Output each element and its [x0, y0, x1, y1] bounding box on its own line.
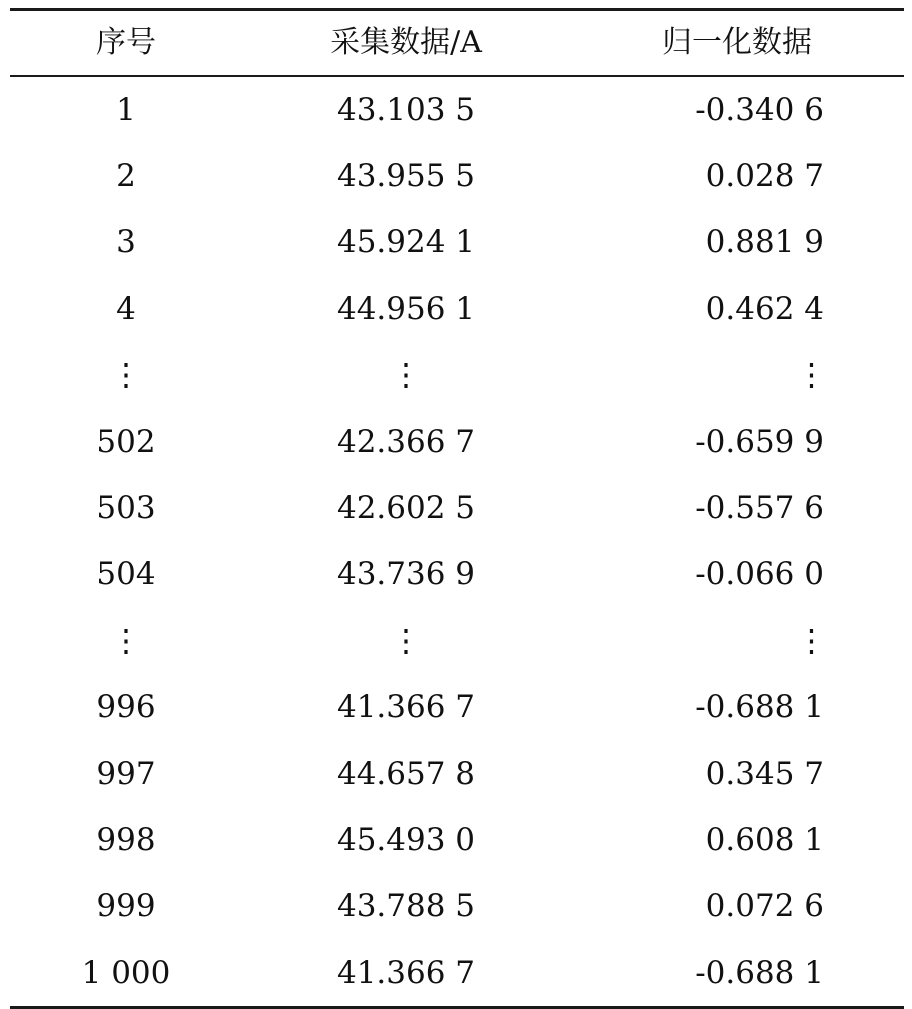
cell-index: 999 [96, 888, 156, 925]
cell-normalized: 0.028 7 [705, 158, 824, 195]
cell-normalized-wrap [570, 821, 904, 858]
cell-normalized: ⋮ [796, 357, 827, 394]
cell-normalized: -0.659 9 [695, 423, 824, 460]
cell-collected: 45.493 0 [336, 821, 476, 858]
cell-collected: 43.103 5 [336, 91, 476, 128]
cell-normalized: -0.340 6 [695, 91, 824, 128]
cell-collected: 43.788 5 [336, 888, 476, 925]
cell-normalized-wrap [570, 290, 904, 327]
cell-normalized: 0.462 4 [705, 290, 824, 327]
cell-collected: 41.366 7 [336, 689, 476, 726]
cell-normalized: 0.072 6 [705, 888, 824, 925]
cell-index: ⋮ [110, 357, 142, 394]
table-row [10, 940, 904, 1006]
cell-normalized: 0.345 7 [705, 755, 824, 792]
cell-normalized: -0.066 0 [695, 556, 824, 593]
cell-index: 503 [96, 490, 156, 527]
cell-index: 2 [116, 158, 136, 195]
header-normalized-data: 归一化数据 [662, 25, 812, 60]
cell-normalized-wrap [570, 556, 904, 593]
cell-normalized: 0.881 9 [705, 224, 824, 261]
cell-collected: ⋮ [390, 357, 422, 394]
cell-index: 1 [116, 91, 136, 128]
cell-normalized-wrap [570, 423, 904, 460]
table-row [10, 542, 904, 608]
cell-normalized-wrap [570, 622, 904, 659]
cell-normalized-wrap [570, 490, 904, 527]
table-row [10, 874, 904, 940]
table-row [10, 675, 904, 741]
cell-index: 502 [96, 423, 156, 460]
cell-collected: 43.736 9 [336, 556, 476, 593]
cell-index: 997 [96, 755, 156, 792]
cell-normalized-wrap [570, 224, 904, 261]
table-ellipsis-row [10, 608, 904, 674]
table-row [10, 741, 904, 807]
cell-index: ⋮ [110, 622, 142, 659]
cell-index: 3 [116, 224, 136, 261]
table-ellipsis-row [10, 343, 904, 409]
table-row [10, 276, 904, 342]
cell-normalized-wrap [570, 158, 904, 195]
cell-collected: 44.956 1 [336, 290, 476, 327]
cell-normalized: ⋮ [796, 622, 827, 659]
table-row [10, 409, 904, 475]
cell-normalized-wrap [570, 689, 904, 726]
cell-normalized-wrap [570, 357, 904, 394]
cell-normalized-wrap [570, 755, 904, 792]
table-header-row [10, 11, 904, 75]
table-row [10, 77, 904, 143]
table-row [10, 143, 904, 209]
cell-normalized: -0.557 6 [695, 490, 824, 527]
cell-collected: 44.657 8 [336, 755, 476, 792]
cell-index: 504 [96, 556, 156, 593]
cell-collected: ⋮ [390, 622, 422, 659]
cell-index: 4 [116, 290, 136, 327]
cell-normalized-wrap [570, 954, 904, 991]
cell-normalized: 0.608 1 [705, 821, 824, 858]
table-row [10, 807, 904, 873]
cell-normalized-wrap [570, 888, 904, 925]
cell-index: 1 000 [81, 954, 171, 991]
cell-index: 998 [96, 821, 156, 858]
cell-normalized-wrap [570, 91, 904, 128]
cell-collected: 42.602 5 [336, 490, 476, 527]
cell-normalized: -0.688 1 [695, 954, 824, 991]
cell-collected: 41.366 7 [336, 954, 476, 991]
cell-collected: 45.924 1 [336, 224, 476, 261]
cell-collected: 43.955 5 [336, 158, 476, 195]
data-table [10, 8, 904, 1009]
table-row [10, 475, 904, 541]
header-index: 序号 [96, 25, 156, 60]
cell-collected: 42.366 7 [336, 423, 476, 460]
table-body [10, 77, 904, 1006]
cell-index: 996 [96, 689, 156, 726]
table-row [10, 210, 904, 276]
header-collected-data: 采集数据/A [330, 25, 482, 60]
cell-normalized: -0.688 1 [695, 689, 824, 726]
